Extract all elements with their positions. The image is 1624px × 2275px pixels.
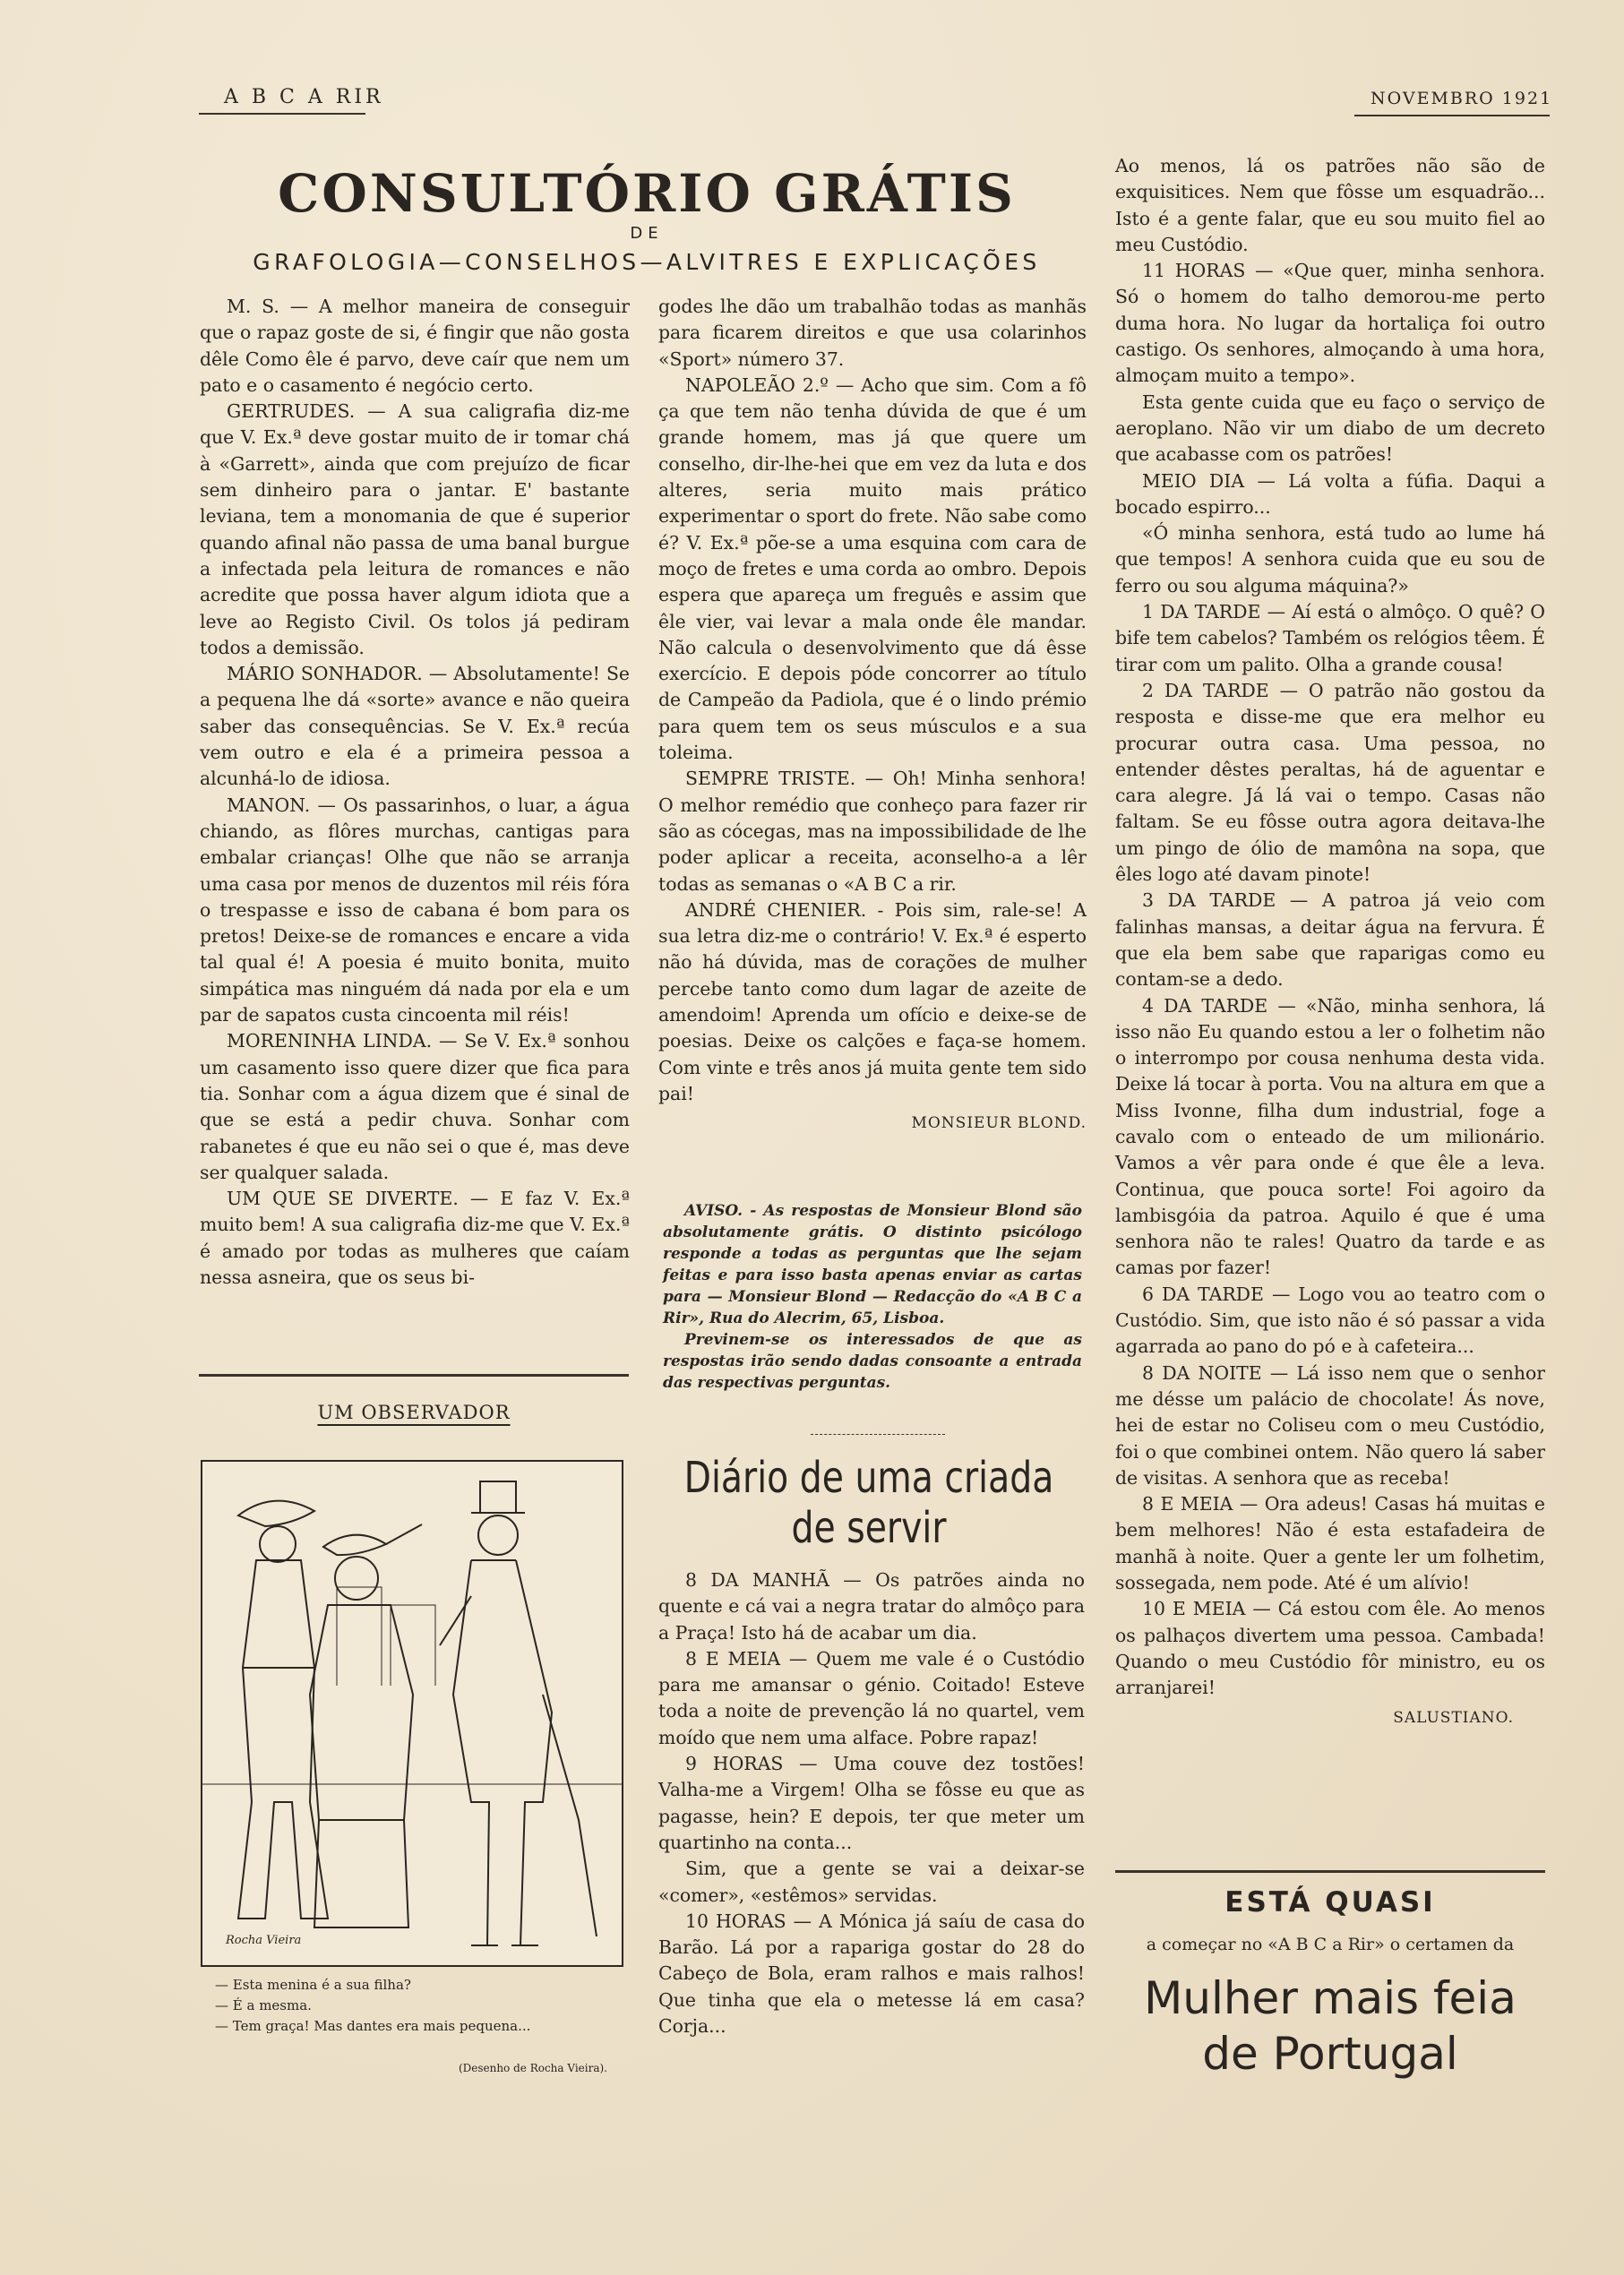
column-3-divider — [1115, 1870, 1545, 1873]
consultorio-title: CONSULTÓRIO GRÁTIS — [278, 163, 1016, 224]
masthead-left: A B C A RIR — [224, 86, 384, 108]
contest-subline: a começar no «A B C a Rir» o certamen da — [1146, 1935, 1515, 1954]
diario-entry-esta-gente: Esta gente cuida que eu faço o serviço de aeroplano. Não vir um diabo de um decreto que acabasse com os patrões! — [1115, 391, 1545, 466]
diario-entry-6-tarde: 6 DA TARDE — Logo vou ao teatro com o Custódio. Sim, que isto não é só passar a vida agarrada ao pano do pó e à cafeteira... — [1115, 1283, 1545, 1358]
aviso-text: AVISO. - As respostas de Monsieur Blond são absolutamente grátis. O distinto psicólogo responde a todas as perguntas que lhe sejam feitas e para isso basta apenas enviar as cartas para — Monsieur Blond — Redacção do «A B C a Rir», Rua do Alecrim, 65, Lisboa. — [663, 1202, 1082, 1327]
aviso-previnem: Previnem-se os interessados de que as respostas irão sendo dadas consoante a entrada das respectivas perguntas. — [663, 1331, 1082, 1392]
answer-gertrudes: GERTRUDES. — A sua caligrafia diz-me que V. Ex.ª deve gostar muito de ir tomar chá à «Garrett», ainda que com prejuízo de ficar sem dinheiro para o jantar. E' bastante leviana, tem a monomania de que é superior quando afinal não passa de uma banal burgue a infectada pela leitura de romances e não acredite que possa haver algum idiota que a leve ao Registo Civil. Os tolos já pediram todos a demissão. — [200, 400, 630, 658]
masthead-date: NOVEMBRO 1921 — [1371, 89, 1553, 108]
diario-entry-4-tarde: 4 DA TARDE — «Não, minha senhora, lá isso não Eu quando estou a ler o folhetim não o interrompo por cousa nenhuma desta vida. Deixe lá tocar à porta. Vou na altura em que a Miss Ivonne, filha dum industrial, foge a cavalo com o enteado de um milionário. Vamos a vêr para onde é que êle a leva. Continua, que pouca sorte! Foi agoiro da lambisgóia da patroa. Aquilo é que é uma senhora não te rales! Quatro da tarde e as camas por fazer! — [1115, 994, 1545, 1279]
diario-entry-8h30: 8 E MEIA — Quem me vale é o Custódio para me amansar o génio. Coitado! Esteve toda a noite de prevenção lá no quartel, vem moído que nem uma alface. Pobre rapaz! — [658, 1647, 1085, 1748]
answer-continued: godes lhe dão um trabalhão todas as manhãs para ficarem direitos e que usa colarinhos «Sport» número 37. — [658, 296, 1087, 370]
header-rule-right — [1354, 115, 1550, 116]
consultorio-subtitle: GRAFOLOGIA—CONSELHOS—ALVITRES E EXPLICAÇÕES — [253, 249, 1041, 275]
answer-manon: MANON. — Os passarinhos, o luar, a água chiando, as flôres murchas, cantigas para embalar crianças! Olhe que não se arranja uma casa por menos de duzentos mil réis fóra o trespasse e isso de cabana é bom para os pretos! Deixe-se de romances e encare a vida tal qual é! A poesia é muito bonita, muito simpática mas ninguém dá nada por ela e um par de sapatos custa cincoenta mil réis! — [200, 794, 630, 1026]
diario-entry-continued: Ao menos, lá os patrões não são de exquisitices. Nem que fôsse um esquadrão... Isto é a gente falar, que eu sou muito fiel ao meu Custódio. — [1115, 155, 1545, 255]
contest-title — [1111, 1970, 1550, 2082]
signature-blond: MONSIEUR BLOND. — [911, 1114, 1087, 1133]
diario-entry-meio-dia: MEIO DIA — Lá volta a fúfia. Daqui a bocado espirro... — [1115, 469, 1545, 518]
diario-title-line-2: de servir — [791, 1503, 947, 1553]
cartoon-frame — [201, 1460, 623, 1967]
diario-entry-1-tarde: 1 DA TARDE — Aí está o almôço. O quê? O bife tem cabelos? Também os relógios têem. É tirar com um palito. Olha a grande cousa! — [1115, 601, 1545, 675]
column-2 — [658, 294, 1087, 1138]
diario-entry-8h30-noite: 8 E MEIA — Ora adeus! Casas há muitas e bem melhores! Não é esta estafadeira de manhã à noite. Quer a gente ler um folhetim, sossegada, nem pode. Até é um alívio! — [1115, 1493, 1545, 1594]
answer-napoleao: NAPOLEÃO 2.º — Acho que sim. Com a fô ça que tem não tenha dúvida de que é um grande homem, mas já que quere um conselho, dir-lhe-hei que em vez da luta e dos alteres, seria muito mais prático experimentar o sport do frete. Não sabe como é? V. Ex.ª põe-se a uma esquina com cara de moço de fretes e uma corda ao ombro. Depois espera que apareça um freguês e assim que êle vier, vai levar a mala onde êle mandar. Não calcula o desenvolvimento que dá êsse exercício. E depois póde concorrer ao título de Campeão da Padiola, que é o lindo prémio para quem tem os seus músculos e a sua toleima. — [658, 373, 1087, 764]
diario-entry-9h: 9 HORAS — Uma couve dez tostões! Valha-me a Virgem! Olha se fôsse eu que as pagasse, hein? E depois, ter que meter um quartinho na conta... — [658, 1753, 1085, 1853]
diario-entry-2-tarde: 2 DA TARDE — O patrão não gostou da resposta e disse-me que era melhor eu procurar outra casa. Uma pessoa, no entender dêstes peraltas, há de aguentar e cara alegre. Já lá vai o tempo. Casas não faltam. Se eu fôsse outra agora deitava-lhe um pingo de ólio de mamôna na sopa, que êles logo até davam pinote! — [1115, 679, 1545, 886]
artist-signature: Rocha Vieira — [226, 1934, 302, 1947]
column-1 — [200, 294, 630, 1291]
diario-entry-8-noite: 8 DA NOITE — Lá isso nem que o senhor me désse um palácio de chocolate! Ás nove, hei de estar no Coliseu com o meu Custódio, foi o que combinei ontem. Não quero lá saber de visitas. A senhora que as receba! — [1115, 1361, 1545, 1489]
caption-line-1: — Esta menina é a sua filha? — [215, 1977, 411, 1993]
contest-title-line-2: de Portugal — [1202, 2028, 1458, 2080]
header-rule-left — [199, 113, 365, 115]
signature-salustiano: SALUSTIANO. — [1393, 1708, 1514, 1727]
caption-line-2: — É a mesma. — [215, 1997, 312, 2013]
answer-sempre-triste: SEMPRE TRISTE. — Oh! Minha senhora! O melhor remédio que conheço para fazer rir são as cócegas, mas na impossibilidade de lhe poder aplicar a receita, aconselho-a a lêr todas as semanas o «A B C a rir. — [658, 768, 1087, 895]
contest-title-line-1: Mulher mais feia — [1144, 1972, 1517, 2024]
consultorio-de: DE — [630, 224, 664, 243]
diario-column-2 — [658, 1567, 1085, 2039]
cartoon-title: UM OBSERVADOR — [317, 1402, 511, 1423]
contest-headline: ESTÁ QUASI — [1224, 1886, 1436, 1919]
answer-mario: MÁRIO SONHADOR. — Absolutamente! Se a pequena lhe dá «sorte» avance e não queira saber das consequências. Se V. Ex.ª recúa vem outro e ela é a primeira pessoa a alcunhá-lo de idiosa. — [200, 663, 630, 790]
diario-entry-o-minha-senhora: «Ó minha senhora, está tudo ao lume há que tempos! A senhora cuida que eu sou de ferro ou sou alguma máquina?» — [1115, 522, 1545, 597]
diario-entry-11h: 11 HORAS — «Que quer, minha senhora. Só o homem do talho demorou-me perto duma hora. No lugar da hortaliça foi outro castigo. Os senhores, almoçando à uma hora, almoçam muito a tempo». — [1115, 260, 1545, 387]
diario-entry-10h: 10 HORAS — A Mónica já saíu de casa do Barão. Lá por a rapariga gostar do 28 do Cabeço de Bola, eram ralhos e mais ralhos! Que tinha que ela o metesse lá em casa? Corja... — [658, 1910, 1085, 2038]
diario-entry-10h30: 10 E MEIA — Cá estou com êle. Ao menos os palhaços divertem uma pessoa. Cambada! Quando o meu Custódio fôr ministro, eu os arranjarei! — [1115, 1598, 1545, 1699]
cartoon-drawing — [202, 1462, 622, 1965]
caption-line-3: — Tem graça! Mas dantes era mais pequena... — [215, 2018, 531, 2034]
diario-entry-3-tarde: 3 DA TARDE — A patroa já veio com falinhas mansas, a deitar água na fervura. É que ela bem sabe que raparigas como eu contam-se a dedo. — [1115, 889, 1545, 991]
diario-column-3 — [1115, 153, 1545, 1731]
aviso-notice — [663, 1200, 1082, 1394]
answer-moreninha: MORENINHA LINDA. — Se V. Ex.ª sonhou um casamento isso quere dizer que fica para tia. Sonhar com a água dizem que é sinal de que se está a pedir chuva. Sonhar com rabanetes é que eu não sei o que é, mas deve ser qualquer salada. — [200, 1030, 630, 1183]
answer-ms: M. S. — A melhor maneira de conseguir que o rapaz goste de si, é fingir que não gosta dêle Como êle é parvo, deve caír que nem um pato e o casamento é negócio certo. — [200, 296, 630, 396]
cartoon-credit: (Desenho de Rocha Vieira). — [458, 2062, 607, 2074]
diario-entry-sim: Sim, que a gente se vai a deixar-se «comer», «estêmos» servidas. — [658, 1858, 1085, 1906]
diario-title — [671, 1453, 1068, 1553]
answer-um-que-se-diverte: UM QUE SE DIVERTE. — E faz V. Ex.ª muito bem! A sua caligrafia diz-me que V. Ex.ª é amado por todas as mulheres que caíam nessa asneira, que os seus bi- — [200, 1188, 630, 1288]
diario-title-line-1: Diário de uma criada — [683, 1453, 1054, 1503]
column-1-divider — [199, 1374, 629, 1377]
answer-andre-chenier: ANDRÉ CHENIER. - Pois sim, rale-se! A sua letra diz-me o contrário! V. Ex.ª é esperto não há dúvida, mas de corações de mulher percebe tanto como dum lagar de azeite de amendoim! Aprenda um ofício e deixe-se de poesias. Deixe os calções e faça-se homem. Com vinte e três anos já muita gente tem sido pai! — [658, 898, 1087, 1104]
cartoon-caption — [215, 1975, 627, 2037]
ornament-divider — [811, 1434, 945, 1435]
diario-entry-8h: 8 DA MANHÃ — Os patrões ainda no quente e cá vai a negra tratar do almôço para a Praça! Isto há de acabar um dia. — [658, 1569, 1085, 1644]
